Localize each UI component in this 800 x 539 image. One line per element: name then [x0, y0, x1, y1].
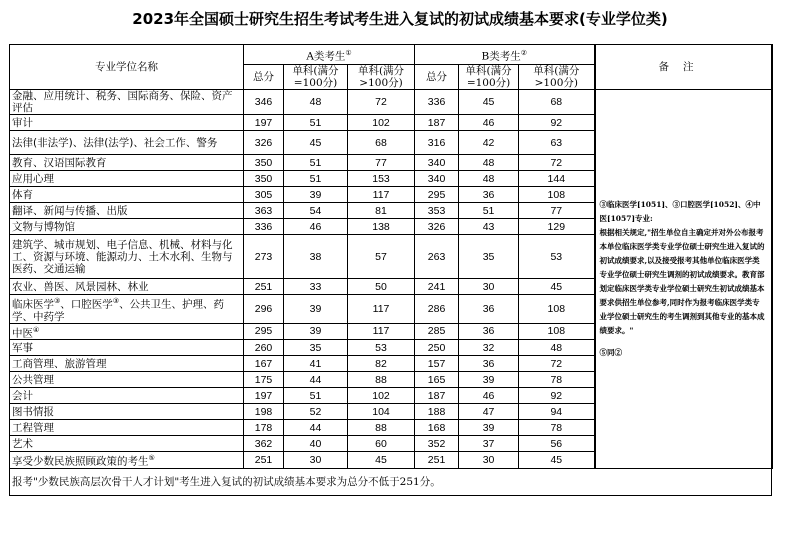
- header-group-b: B类考生②: [415, 45, 595, 65]
- row-name: 体育: [10, 187, 244, 203]
- score-b-0: 326: [415, 219, 459, 235]
- score-a-1: 30: [284, 452, 348, 469]
- row-name: 艺术: [10, 436, 244, 452]
- score-a-0: 296: [244, 295, 284, 324]
- score-b-1: 30: [459, 452, 519, 469]
- score-a-1: 51: [284, 171, 348, 187]
- score-a-1: 39: [284, 295, 348, 324]
- score-b-1: 39: [459, 372, 519, 388]
- row-name: 会计: [10, 388, 244, 404]
- score-b-2: 48: [519, 340, 595, 356]
- score-b-1: 32: [459, 340, 519, 356]
- score-b-2: 129: [519, 219, 595, 235]
- score-a-1: 48: [284, 90, 348, 115]
- score-b-1: 43: [459, 219, 519, 235]
- score-b-1: 36: [459, 323, 519, 340]
- score-a-2: 68: [348, 131, 415, 155]
- score-b-0: 168: [415, 420, 459, 436]
- score-b-1: 48: [459, 171, 519, 187]
- score-a-1: 39: [284, 187, 348, 203]
- score-b-0: 352: [415, 436, 459, 452]
- score-a-2: 88: [348, 372, 415, 388]
- row-name: 工商管理、旅游管理: [10, 356, 244, 372]
- remark-minority: ⑤同②: [599, 347, 623, 357]
- remarks-cell: [595, 90, 772, 469]
- score-b-0: 188: [415, 404, 459, 420]
- footnote: 报考"少数民族高层次骨干人才计划"考生进入复试的初试成绩基本要求为总分不低于251分。: [10, 468, 772, 495]
- score-b-0: 187: [415, 388, 459, 404]
- score-a-1: 44: [284, 372, 348, 388]
- score-a-0: 363: [244, 203, 284, 219]
- score-a-1: 51: [284, 388, 348, 404]
- score-a-0: 336: [244, 219, 284, 235]
- score-a-0: 197: [244, 115, 284, 131]
- score-b-2: 63: [519, 131, 595, 155]
- score-a-0: 197: [244, 388, 284, 404]
- score-a-1: 40: [284, 436, 348, 452]
- score-a-0: 350: [244, 171, 284, 187]
- score-b-1: 45: [459, 90, 519, 115]
- score-b-1: 30: [459, 279, 519, 295]
- score-a-2: 77: [348, 155, 415, 171]
- header-b-single100: 单科(满分=100分): [459, 65, 519, 90]
- table-row: [10, 90, 772, 115]
- row-name: 翻译、新闻与传播、出版: [10, 203, 244, 219]
- score-b-2: 94: [519, 404, 595, 420]
- row-name: 法律(非法学)、法律(法学)、社会工作、警务: [10, 131, 244, 155]
- score-a-2: 102: [348, 115, 415, 131]
- score-b-1: 39: [459, 420, 519, 436]
- score-a-0: 305: [244, 187, 284, 203]
- score-a-1: 52: [284, 404, 348, 420]
- score-a-1: 41: [284, 356, 348, 372]
- score-a-1: 54: [284, 203, 348, 219]
- score-b-2: 108: [519, 187, 595, 203]
- score-b-0: 250: [415, 340, 459, 356]
- header-a-single-over100: 单科(满分>100分): [348, 65, 415, 90]
- score-b-0: 336: [415, 90, 459, 115]
- score-b-2: 77: [519, 203, 595, 219]
- score-a-0: 167: [244, 356, 284, 372]
- score-b-2: 108: [519, 295, 595, 324]
- score-a-2: 72: [348, 90, 415, 115]
- header-remarks: 备注: [595, 45, 772, 90]
- score-a-2: 50: [348, 279, 415, 295]
- score-b-0: 353: [415, 203, 459, 219]
- score-b-2: 92: [519, 115, 595, 131]
- score-a-1: 51: [284, 155, 348, 171]
- score-a-2: 117: [348, 295, 415, 324]
- score-b-2: 92: [519, 388, 595, 404]
- header-b-total: 总分: [415, 65, 459, 90]
- score-a-2: 117: [348, 323, 415, 340]
- score-a-0: 251: [244, 279, 284, 295]
- score-b-1: 46: [459, 115, 519, 131]
- score-a-0: 346: [244, 90, 284, 115]
- row-name: 金融、应用统计、税务、国际商务、保险、资产评估: [10, 90, 244, 115]
- score-a-0: 326: [244, 131, 284, 155]
- remark-clinical-detail: 根据相关规定,"招生单位自主确定并对外公布报考本单位临床医学类专业学位硕士研究生进入复试的初试成绩要求,以及接受报考其他单位临床医学类专业学位硕士研究生调剂的初试成绩要求。教育部划定临床医学类专业学位硕士研究生初试成绩基本要求供招生单位参考,同时作为报考临床医学类专业学位硕士研究生的考生调剂到其他专业的基本成绩要求。": [599, 227, 765, 335]
- score-b-1: 36: [459, 187, 519, 203]
- score-a-0: 260: [244, 340, 284, 356]
- row-name: 享受少数民族照顾政策的考生⑤: [10, 452, 244, 469]
- score-a-1: 45: [284, 131, 348, 155]
- row-name: 中医④: [10, 323, 244, 340]
- score-b-0: 286: [415, 295, 459, 324]
- score-b-2: 78: [519, 420, 595, 436]
- score-b-1: 37: [459, 436, 519, 452]
- score-b-0: 295: [415, 187, 459, 203]
- row-name: 图书情报: [10, 404, 244, 420]
- score-b-0: 340: [415, 171, 459, 187]
- score-a-2: 153: [348, 171, 415, 187]
- score-b-0: 165: [415, 372, 459, 388]
- score-a-1: 51: [284, 115, 348, 131]
- page-title: 2023年全国硕士研究生招生考试考生进入复试的初试成绩基本要求(专业学位类): [132, 10, 668, 28]
- row-name: 建筑学、城市规划、电子信息、机械、材料与化工、资源与环境、能源动力、土木水利、生物与医药、交通运输: [10, 235, 244, 279]
- score-a-0: 178: [244, 420, 284, 436]
- row-name: 应用心理: [10, 171, 244, 187]
- score-a-0: 251: [244, 452, 284, 469]
- row-name: 公共管理: [10, 372, 244, 388]
- score-a-2: 88: [348, 420, 415, 436]
- row-name: 文物与博物馆: [10, 219, 244, 235]
- score-b-1: 51: [459, 203, 519, 219]
- score-b-0: 340: [415, 155, 459, 171]
- score-a-2: 138: [348, 219, 415, 235]
- score-a-2: 60: [348, 436, 415, 452]
- score-b-0: 251: [415, 452, 459, 469]
- header-a-total: 总分: [244, 65, 284, 90]
- score-a-2: 57: [348, 235, 415, 279]
- score-a-2: 104: [348, 404, 415, 420]
- score-b-2: 53: [519, 235, 595, 279]
- score-a-2: 53: [348, 340, 415, 356]
- score-b-2: 45: [519, 279, 595, 295]
- score-a-1: 39: [284, 323, 348, 340]
- score-a-1: 44: [284, 420, 348, 436]
- score-b-0: 285: [415, 323, 459, 340]
- score-b-2: 68: [519, 90, 595, 115]
- score-b-1: 48: [459, 155, 519, 171]
- row-name: 军事: [10, 340, 244, 356]
- score-a-0: 273: [244, 235, 284, 279]
- score-a-0: 295: [244, 323, 284, 340]
- header-group-a: A类考生①: [244, 45, 415, 65]
- score-b-0: 157: [415, 356, 459, 372]
- score-b-0: 187: [415, 115, 459, 131]
- score-a-1: 33: [284, 279, 348, 295]
- score-a-2: 117: [348, 187, 415, 203]
- score-table: [9, 44, 773, 496]
- score-b-0: 263: [415, 235, 459, 279]
- score-b-2: 108: [519, 323, 595, 340]
- score-b-2: 56: [519, 436, 595, 452]
- score-a-0: 175: [244, 372, 284, 388]
- header-name-col: 专业学位名称: [10, 45, 244, 90]
- row-name: 审计: [10, 115, 244, 131]
- row-name: 工程管理: [10, 420, 244, 436]
- score-a-0: 362: [244, 436, 284, 452]
- score-a-2: 82: [348, 356, 415, 372]
- score-a-0: 350: [244, 155, 284, 171]
- score-b-2: 45: [519, 452, 595, 469]
- row-name: 教育、汉语国际教育: [10, 155, 244, 171]
- score-b-1: 36: [459, 356, 519, 372]
- score-a-2: 45: [348, 452, 415, 469]
- header-b-single-over100: 单科(满分>100分): [519, 65, 595, 90]
- score-b-1: 35: [459, 235, 519, 279]
- header-a-single100: 单科(满分=100分): [284, 65, 348, 90]
- score-a-1: 46: [284, 219, 348, 235]
- score-b-2: 144: [519, 171, 595, 187]
- score-b-1: 46: [459, 388, 519, 404]
- row-name: 临床医学③、口腔医学③、公共卫生、护理、药学、中药学: [10, 295, 244, 324]
- score-a-2: 102: [348, 388, 415, 404]
- score-b-2: 78: [519, 372, 595, 388]
- score-a-1: 35: [284, 340, 348, 356]
- score-b-0: 241: [415, 279, 459, 295]
- footnote-row: [10, 468, 772, 495]
- score-b-1: 42: [459, 131, 519, 155]
- score-b-0: 316: [415, 131, 459, 155]
- row-name: 农业、兽医、风景园林、林业: [10, 279, 244, 295]
- score-b-1: 36: [459, 295, 519, 324]
- score-a-1: 38: [284, 235, 348, 279]
- score-b-1: 47: [459, 404, 519, 420]
- score-b-2: 72: [519, 155, 595, 171]
- score-b-2: 72: [519, 356, 595, 372]
- score-a-2: 81: [348, 203, 415, 219]
- score-a-0: 198: [244, 404, 284, 420]
- header-row-1: [10, 45, 772, 65]
- remark-clinical: ③临床医学[1051]、③口腔医学[1052]、④中医[1057]专业:: [599, 199, 761, 223]
